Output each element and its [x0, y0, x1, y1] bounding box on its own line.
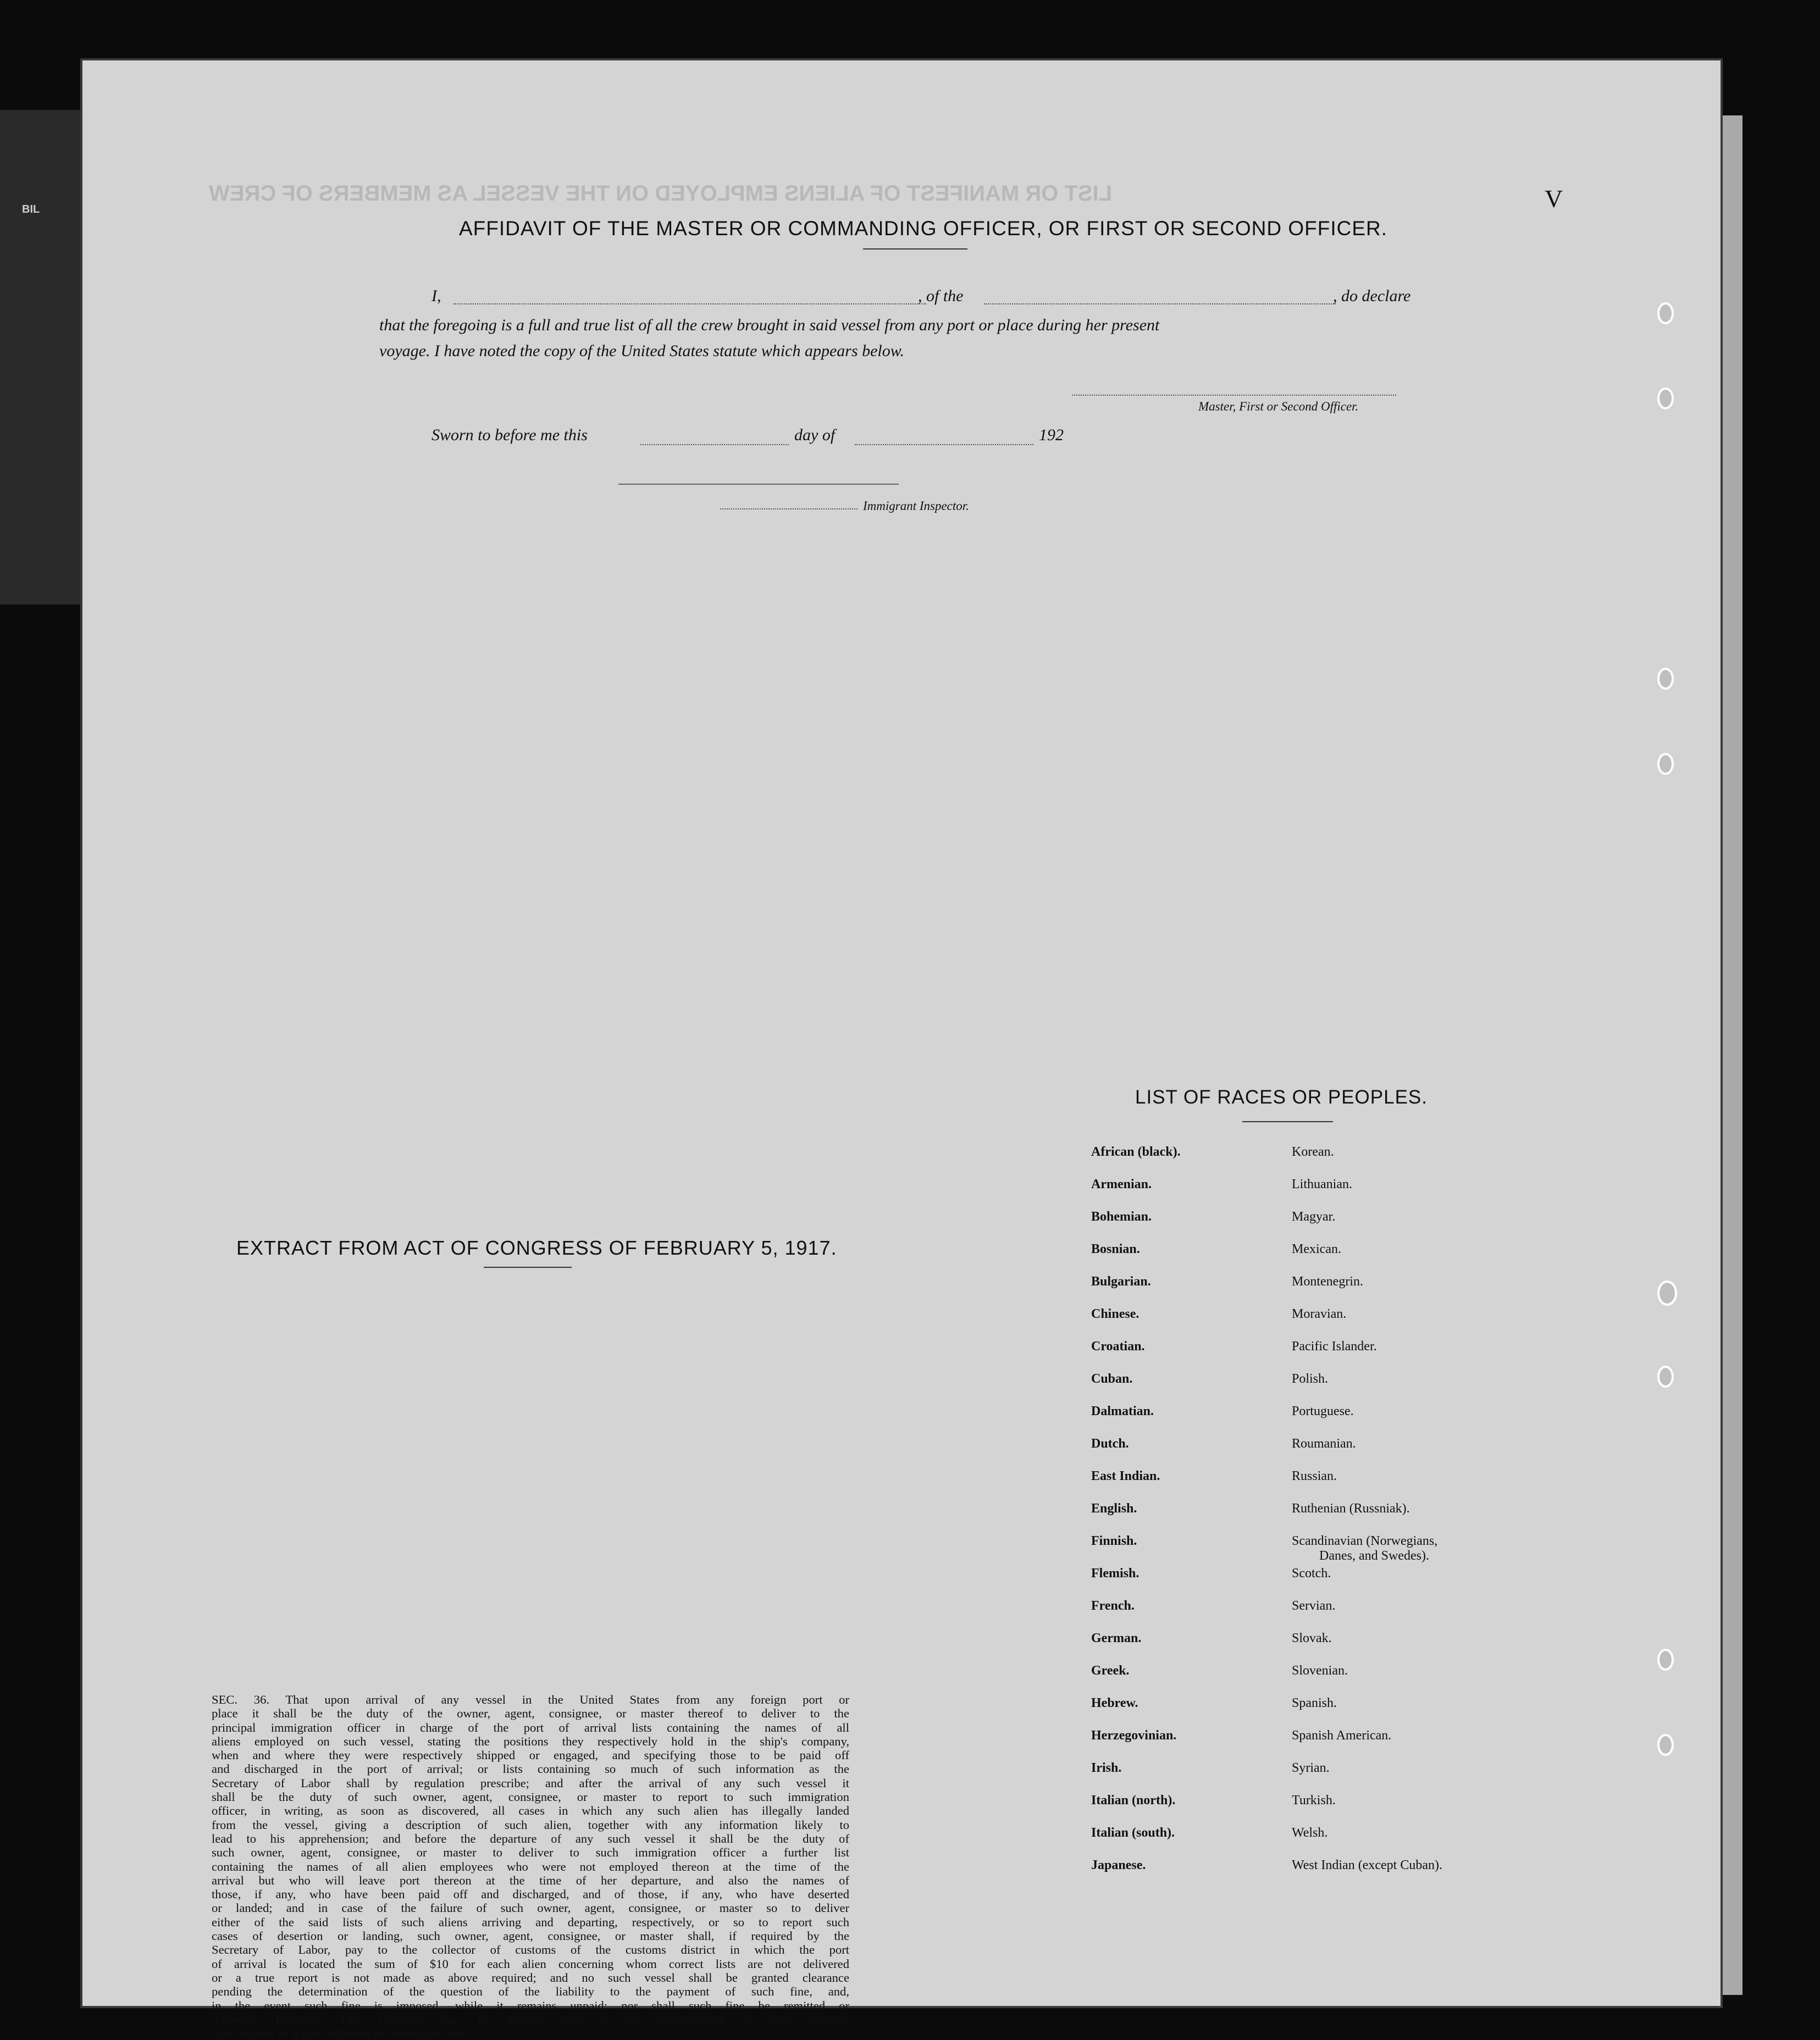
extract-line: SEC. 36. That upon arrival of any vessel in the United States from any foreign port or: [212, 1693, 849, 1706]
extract-title: EXTRACT FROM ACT OF CONGRESS OF FEBRUARY 5, 1917.: [236, 1237, 837, 1259]
race-item: Herzegovinian.: [1091, 1728, 1177, 1743]
affidavit-line2: that the foregoing is a full and true list of all the crew brought in said vessel from any port or place during her present: [379, 316, 1160, 334]
bleed-through-text: LIST OR MANIFEST OF ALIENS EMPLOYED ON THE VESSEL AS MEMBERS OF CREW: [209, 181, 1113, 206]
race-item: Pacific Islander.: [1292, 1339, 1377, 1354]
race-item: Welsh.: [1292, 1826, 1328, 1840]
extract-line: or a true report is not made as above required; and no such vessel shall be granted clearance: [212, 1970, 849, 1984]
race-item: Spanish.: [1292, 1696, 1337, 1710]
punch-hole: [1657, 1366, 1674, 1388]
vessel-blank: [984, 303, 1336, 304]
name-blank: [453, 303, 926, 304]
race-item: Lithuanian.: [1292, 1177, 1352, 1191]
left-tag: BIL: [22, 203, 40, 215]
race-item: Dalmatian.: [1091, 1404, 1154, 1418]
race-item: Slovenian.: [1292, 1664, 1348, 1678]
affidavit-i: I,: [432, 287, 441, 305]
extract-line: from the vessel, giving a description of such alien, together with any information likely to: [212, 1817, 849, 1832]
race-item: Syrian.: [1292, 1761, 1330, 1775]
extract-title-underline: [484, 1267, 572, 1268]
race-item: Montenegrin.: [1292, 1274, 1363, 1289]
race-item: Scandinavian (Norwegians,: [1292, 1534, 1438, 1548]
race-item: Croatian.: [1091, 1339, 1145, 1354]
race-item: Greek.: [1091, 1664, 1130, 1678]
extract-line: of arrival is located the sum of $10 for each alien concerning whom correct lists are not delivered: [212, 1956, 849, 1971]
race-item: Chinese.: [1091, 1307, 1139, 1321]
race-item: Bohemian.: [1091, 1210, 1152, 1224]
sworn-day-blank: [640, 444, 789, 445]
race-item: Cuban.: [1091, 1372, 1133, 1386]
extract-line: Secretary of Labor shall by regulation prescribe; and after the arrival of any such vessel it: [212, 1776, 849, 1790]
race-item: Spanish American.: [1292, 1728, 1392, 1743]
corner-check-mark: V: [1545, 185, 1563, 213]
extract-line: or landed; and in case of the failure of such owner, agent, consignee, or master so to deliver: [212, 1901, 849, 1915]
punch-hole: [1657, 1280, 1677, 1306]
race-item: West Indian (except Cuban).: [1292, 1858, 1442, 1872]
sworn-prefix: Sworn to before me this: [432, 426, 588, 444]
affidavit-title: AFFIDAVIT OF THE MASTER OR COMMANDING OFFICER, OR FIRST OR SECOND OFFICER.: [459, 217, 1388, 240]
inspector-blank: [720, 508, 858, 509]
extract-line: arrival but who will leave port thereon at the time of her departure, and also the names of: [212, 1873, 849, 1887]
extract-line: such owner, agent, consignee, or master to deliver to such immigration officer a further list: [212, 1845, 849, 1860]
extract-line: either of the said lists of such aliens arriving and departing, respectively, or so to report such: [212, 1915, 849, 1929]
extract-line: officer, in writing, as soon as discovered, all cases in which any such alien has illegally landed: [212, 1804, 849, 1818]
race-item: Turkish.: [1292, 1793, 1336, 1808]
race-continuation: Danes, and Swedes).: [1319, 1549, 1429, 1563]
extract-line: shall be the duty of such owner, agent, consignee, or master to report to such immigration: [212, 1790, 849, 1804]
punch-hole: [1657, 387, 1674, 409]
race-item: Armenian.: [1091, 1177, 1152, 1191]
extract-line: cases of desertion or landing, such owner, agent, consignee, or master shall, if required by the: [212, 1929, 849, 1943]
races-title: LIST OF RACES OR PEOPLES.: [1135, 1086, 1428, 1108]
sworn-month-blank: [855, 444, 1033, 445]
signature-caption: Master, First or Second Officer.: [1198, 400, 1359, 413]
races-title-underline: [1242, 1121, 1333, 1122]
race-item: Mexican.: [1292, 1242, 1341, 1256]
race-item: Irish.: [1091, 1761, 1122, 1775]
extract-body: [212, 1693, 849, 2040]
race-item: Italian (north).: [1091, 1793, 1176, 1808]
extract-line: place it shall be the duty of the owner, agent, consignee, or master thereof to deliver to the: [212, 1706, 849, 1721]
affidavit-line3: voyage. I have noted the copy of the United States statute which appears below.: [379, 342, 905, 360]
race-item: African (black).: [1091, 1145, 1181, 1159]
race-item: Ruthenian (Russniak).: [1292, 1501, 1410, 1516]
race-item: English.: [1091, 1501, 1137, 1516]
left-margin-strip: [0, 110, 82, 605]
race-item: French.: [1091, 1599, 1135, 1613]
punch-hole: [1657, 668, 1674, 690]
race-item: Slovak.: [1292, 1631, 1332, 1645]
inspector-caption: Immigrant Inspector.: [863, 499, 969, 513]
extract-line: aliens employed on such vessel, stating the positions they respectively hold in the ship's company,: [212, 1734, 849, 1748]
race-item: East Indian.: [1091, 1469, 1160, 1483]
extract-line: when and where they were respectively shipped or engaged, and specifying those to be paid off: [212, 1748, 849, 1762]
extract-line: upon deposit of a sum sufficient to cover such fine.: [212, 2026, 466, 2040]
title-underline: [863, 248, 967, 250]
race-item: Italian (south).: [1091, 1826, 1175, 1840]
extract-line: and discharged in the port of arrival; or lists containing so much of such information as the: [212, 1762, 849, 1776]
extract-line: Secretary of Labor, pay to the collector of customs of the customs district in which the port: [212, 1943, 849, 1957]
race-item: Hebrew.: [1091, 1696, 1138, 1710]
race-item: Dutch.: [1091, 1437, 1129, 1451]
race-item: Russian.: [1292, 1469, 1337, 1483]
punch-hole: [1657, 302, 1674, 324]
sworn-year: 192: [1039, 426, 1064, 444]
punch-hole: [1657, 753, 1674, 775]
extract-line: principal immigration officer in charge of the port of arrival lists containing the names of all: [212, 1720, 849, 1734]
extract-line: refunded: Provided, That clearance may be granted prior to the determination of such question: [212, 2012, 849, 2026]
extract-line: those, if any, who have been paid off and discharged, and of those, if any, who have deserted: [212, 1887, 849, 1902]
extract-line: pending the determination of the question of the liability to the payment of such fine, and,: [212, 1984, 849, 1999]
race-item: Bosnian.: [1091, 1242, 1140, 1256]
punch-hole: [1657, 1734, 1674, 1756]
race-item: Roumanian.: [1292, 1437, 1356, 1451]
race-item: Moravian.: [1292, 1307, 1347, 1321]
race-item: Scotch.: [1292, 1566, 1331, 1581]
affidavit-of-the: , of the: [918, 287, 964, 305]
extract-line: in the event such fine is imposed, while it remains unpaid; nor shall such fine be remitted or: [212, 1998, 849, 2013]
punch-hole: [1657, 1649, 1674, 1671]
signature-line: [1072, 395, 1396, 396]
race-item: Flemish.: [1091, 1566, 1139, 1581]
race-item: Polish.: [1292, 1372, 1329, 1386]
race-item: Portuguese.: [1292, 1404, 1354, 1418]
race-item: Japanese.: [1091, 1858, 1146, 1872]
race-item: German.: [1091, 1631, 1142, 1645]
sworn-day-of: day of: [794, 426, 836, 444]
affidavit-declare: , do declare: [1333, 287, 1411, 305]
race-item: Bulgarian.: [1091, 1274, 1151, 1289]
extract-line: lead to his apprehension; and before the departure of any such vessel it shall be the duty of: [212, 1831, 849, 1845]
race-item: Magyar.: [1292, 1210, 1336, 1224]
race-item: Korean.: [1292, 1145, 1334, 1159]
inspector-rule: [618, 484, 899, 485]
race-item: Servian.: [1292, 1599, 1336, 1613]
extract-line: containing the names of all alien employees who were not employed thereon at the time of the: [212, 1859, 849, 1873]
race-item: Finnish.: [1091, 1534, 1137, 1548]
